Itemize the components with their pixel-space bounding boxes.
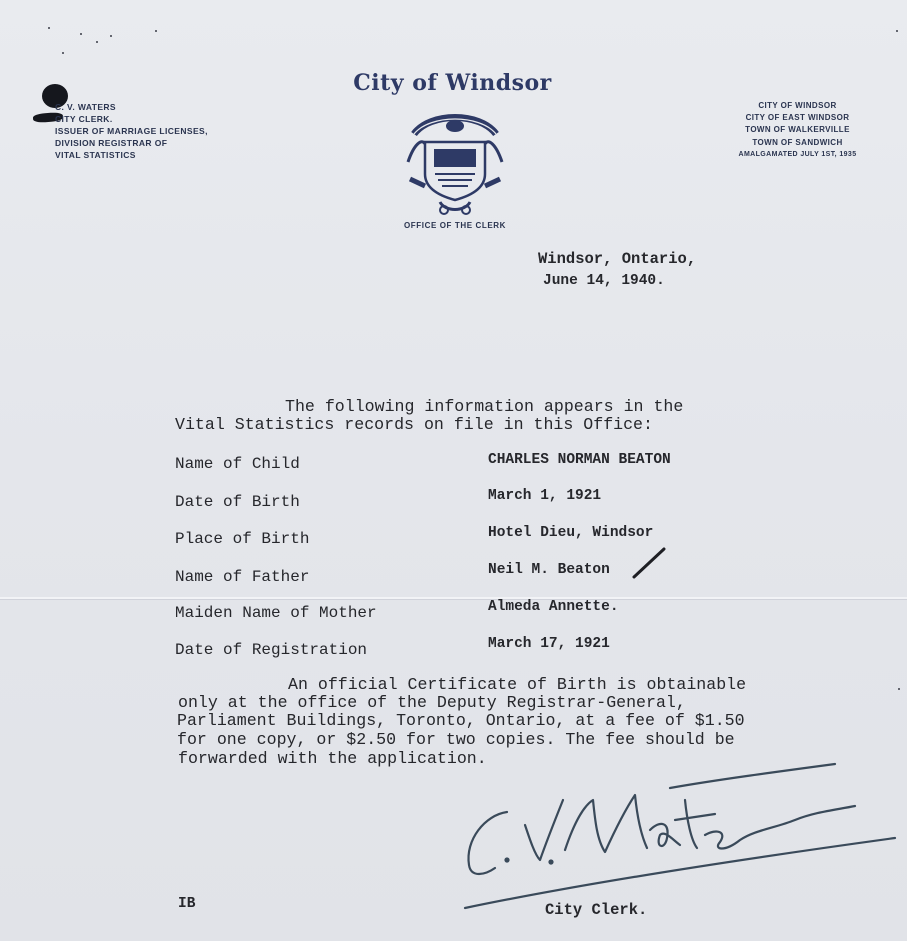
letterhead-right-line: CITY OF EAST WINDSOR [745,113,850,123]
record-value: Hotel Dieu, Windsor [488,525,654,541]
dateline-place: Windsor, Ontario, [538,250,697,268]
intro-line: Vital Statistics records on file in this Office: [175,415,653,434]
notice-line: for one copy, or $2.50 for two copies. The fee should be [177,730,735,749]
record-label: Name of Child [175,455,300,473]
speck [48,27,50,29]
letterhead-right-line: AMALGAMATED JULY 1ST, 1935 [738,150,857,158]
letterhead-right [720,100,875,161]
speck [80,33,82,35]
notice-line: Parliament Buildings, Toronto, Ontario, at a fee of $1.50 [177,711,745,730]
city-seal-icon [400,104,510,220]
record-value: Almeda Annette. [488,599,619,615]
letterhead-left-line: DIVISION REGISTRAR OF [55,138,168,148]
letterhead-left-line: ISSUER OF MARRIAGE LICENSES, [55,126,208,136]
speck [110,35,112,37]
letterhead-left-line: CITY CLERK. [55,114,113,124]
record-value: Neil M. Beaton [488,562,610,578]
intro-line: The following information appears in the [285,397,684,416]
check-mark-icon [630,545,670,581]
letterhead-right-line: CITY OF WINDSOR [758,101,837,110]
letterhead-left [55,101,208,161]
record-value: March 1, 1921 [488,488,602,504]
record-value: March 17, 1921 [488,636,610,652]
speck [898,688,900,690]
speck [62,52,64,54]
notice-line: only at the office of the Deputy Registrar-General, [178,693,686,712]
dateline-date: June 14, 1940. [543,273,665,289]
letterhead-left-line: VITAL STATISTICS [55,150,136,160]
typist-initials: IB [178,896,196,912]
fold-line-shadow [0,599,907,600]
record-label: Name of Father [175,568,310,586]
record-label: Maiden Name of Mother [175,604,377,622]
record-value: CHARLES NORMAN BEATON [488,452,671,468]
notice-line: forwarded with the application. [178,749,487,768]
letterhead-left-line: C. V. WATERS [55,102,117,112]
record-label: Place of Birth [175,530,310,548]
speck [96,41,98,43]
speck [155,30,157,32]
record-label: Date of Birth [175,493,300,511]
letterhead-right-line: TOWN OF WALKERVILLE [745,125,850,135]
record-label: Date of Registration [175,641,368,659]
notice-line: An official Certificate of Birth is obtainable [288,675,747,694]
letterhead-title: City of Windsor [353,70,552,96]
letterhead-right-line: TOWN OF SANDWICH [752,137,843,147]
office-label: OFFICE OF THE CLERK [403,221,507,230]
signature-title: City Clerk. [545,901,648,919]
handwritten-signature [455,760,905,910]
speck [896,30,898,32]
